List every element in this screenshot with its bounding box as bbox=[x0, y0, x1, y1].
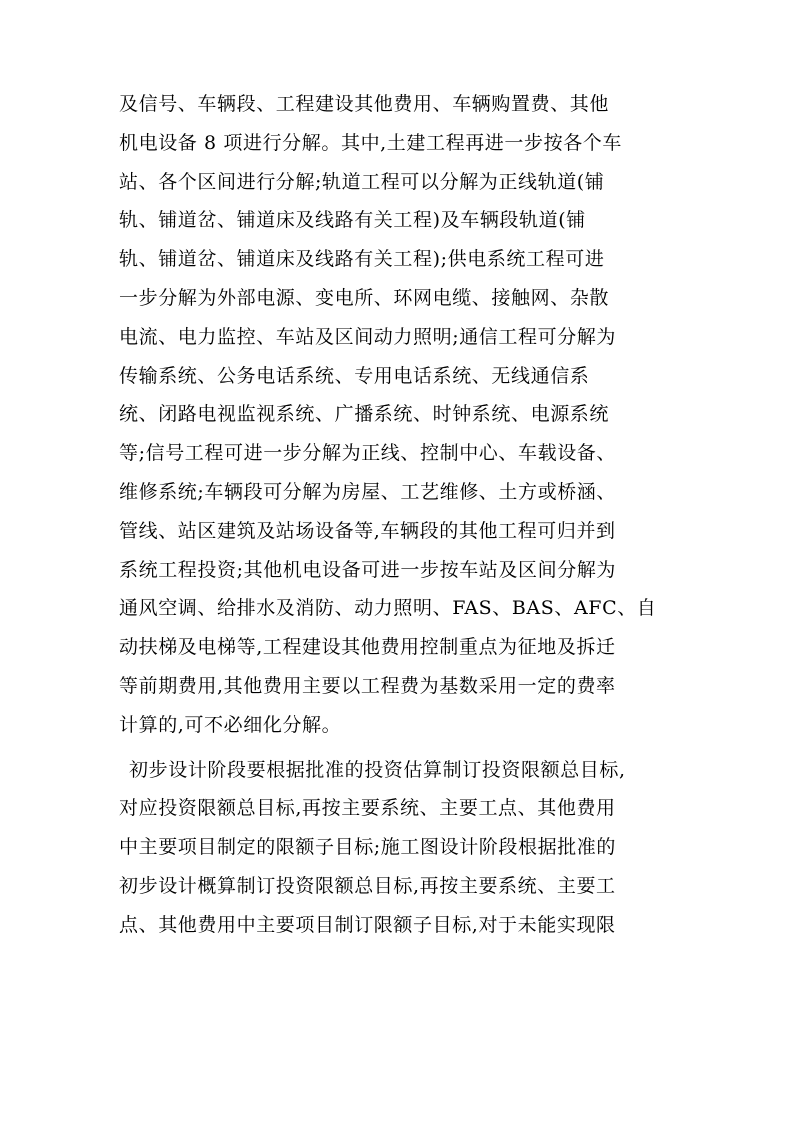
text-line: 初步设计概算制订投资限额总目标,再按主要系统、主要工 bbox=[119, 874, 616, 897]
paragraph-cost-breakdown bbox=[119, 85, 685, 745]
text-line: 对应投资限额总目标,再按主要系统、主要工点、其他费用 bbox=[119, 797, 616, 820]
text-line: 等;信号工程可进一步分解为正线、控制中心、车载设备、 bbox=[119, 442, 617, 465]
text-line: 统、闭路电视监视系统、广播系统、时钟系统、电源系统 bbox=[119, 403, 610, 426]
text-line: 通风空调、给排水及消防、动力照明、FAS、BAS、AFC、自 bbox=[119, 597, 657, 620]
text-line: 点、其他费用中主要项目制订限额子目标,对于未能实现限 bbox=[119, 913, 616, 936]
text-line: 及信号、车辆段、工程建设其他费用、车辆购置费、其他 bbox=[119, 93, 610, 115]
text-line: 轨、铺道岔、铺道床及线路有关工程);供电系统工程可进 bbox=[119, 248, 605, 271]
text-line: 中主要项目制定的限额子目标;施工图设计阶段根据批准的 bbox=[119, 836, 617, 859]
text-line: 电流、电力监控、车站及区间动力照明;通信工程可分解为 bbox=[119, 325, 617, 348]
text-line-first: 初步设计阶段要根据批准的投资估算制订投资限额总目标, bbox=[129, 758, 626, 781]
paragraph-investment-targets bbox=[119, 751, 685, 945]
text-line: 传输系统、公务电话系统、专用电话系统、无线通信系 bbox=[119, 364, 590, 387]
text-line: 站、各个区间进行分解;轨道工程可以分解为正线轨道(铺 bbox=[119, 170, 605, 193]
document-body bbox=[119, 85, 685, 945]
text-line: 动扶梯及电梯等,工程建设其他费用控制重点为征地及拆迁 bbox=[119, 636, 616, 659]
text-line: 系统工程投资;其他机电设备可进一步按车站及区间分解为 bbox=[119, 558, 617, 581]
text-line: 机电设备 8 项进行分解。其中,土建工程再进一步按各个车 bbox=[119, 131, 623, 154]
text-line: 一步分解为外部电源、变电所、环网电缆、接触网、杂散 bbox=[119, 286, 610, 309]
text-line: 维修系统;车辆段可分解为房屋、工艺维修、土方或桥涵、 bbox=[119, 480, 617, 503]
text-line: 管线、站区建筑及站场设备等,车辆段的其他工程可归并到 bbox=[119, 519, 616, 542]
text-line: 计算的,可不必细化分解。 bbox=[119, 713, 342, 736]
text-line: 等前期费用,其他费用主要以工程费为基数采用一定的费率 bbox=[119, 674, 616, 697]
text-line: 轨、铺道岔、铺道床及线路有关工程)及车辆段轨道(铺 bbox=[119, 209, 586, 232]
